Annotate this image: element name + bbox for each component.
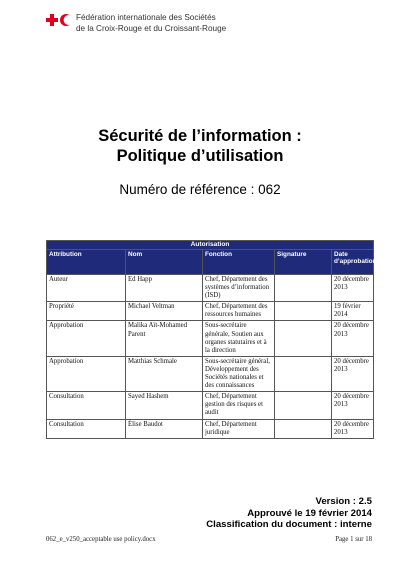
document-classification: Classification du document : interne (206, 519, 372, 531)
cell-fonction: Sous-secrétaire général, Développement des Sociétés nationales et des connaissances (203, 356, 275, 391)
cell-attribution: Propriété (47, 302, 126, 321)
red-crescent-icon (60, 14, 72, 26)
cell-fonction: Chef, Département des systèmes d’information (ISD) (203, 275, 275, 302)
document-title-line2: Politique d’utilisation (116, 147, 284, 165)
table-row (47, 321, 374, 356)
table-caption: Autorisation (47, 241, 374, 250)
organization-name-line1: Fédération internationale des Sociétés (76, 13, 216, 22)
cell-date: 20 décembre 2013 (332, 392, 374, 419)
cell-nom: Ed Happ (126, 275, 203, 302)
cell-signature (275, 275, 332, 302)
cell-signature (275, 419, 332, 438)
column-header-nom: Nom (126, 250, 203, 275)
table-row (47, 356, 374, 391)
table-row (47, 392, 374, 419)
cell-date: 19 février 2014 (332, 302, 374, 321)
column-header-attribution: Attribution (47, 250, 126, 275)
cell-fonction: Sous-secrétaire générale, Soutien aux organes statutaires et à la direction (203, 321, 275, 356)
cell-nom: Malika Aït-Mohamed Parent (126, 321, 203, 356)
column-header-fonction: Fonction (203, 250, 275, 275)
footer-page-number: Page 1 sur 18 (335, 536, 372, 543)
cell-nom: Élise Baudot (126, 419, 203, 438)
authorization-table (46, 240, 377, 439)
document-title-line1: Sécurité de l’information : (98, 127, 302, 145)
cell-attribution: Approbation (47, 356, 126, 391)
version-number: Version : 2.5 (315, 496, 372, 507)
reference-number: Numéro de référence : 062 (119, 182, 281, 197)
ifrc-logo (46, 13, 226, 34)
cell-date: 20 décembre 2013 (332, 275, 374, 302)
cell-attribution: Approbation (47, 321, 126, 356)
table-row (47, 275, 374, 302)
organization-name-line2: de la Croix-Rouge et du Croissant-Rouge (76, 23, 227, 33)
footer-filename: 062_e_v250_acceptable use policy.docx (46, 536, 156, 543)
cell-attribution: Auteur (47, 275, 126, 302)
cell-signature (275, 392, 332, 419)
page-footer (46, 536, 372, 543)
document-title (0, 126, 400, 166)
column-header-signature: Signature (275, 250, 332, 275)
table-row (47, 419, 374, 438)
cell-date: 20 décembre 2013 (332, 419, 374, 438)
version-block (206, 496, 372, 531)
cell-fonction: Chef, Département des ressources humaines (203, 302, 275, 321)
cell-fonction: Chef, Département juridique (203, 419, 275, 438)
approval-date: Approuvé le 19 février 2014 (247, 507, 372, 519)
column-header-date: Date d’approbation (332, 250, 374, 275)
cell-date: 20 décembre 2013 (332, 321, 374, 356)
red-cross-icon (46, 14, 58, 26)
cell-date: 20 décembre 2013 (332, 356, 374, 391)
table-row (47, 302, 374, 321)
organization-name (76, 13, 226, 34)
cell-signature (275, 302, 332, 321)
cell-attribution: Consultation (47, 419, 126, 438)
cell-signature (275, 321, 332, 356)
cell-attribution: Consultation (47, 392, 126, 419)
red-cross-crescent-emblem (46, 13, 72, 27)
cell-nom: Sayed Hashem (126, 392, 203, 419)
cell-signature (275, 356, 332, 391)
cell-fonction: Chef, Département gestion des risques et audit (203, 392, 275, 419)
cell-nom: Michael Veltman (126, 302, 203, 321)
cell-nom: Matthias Schmale (126, 356, 203, 391)
